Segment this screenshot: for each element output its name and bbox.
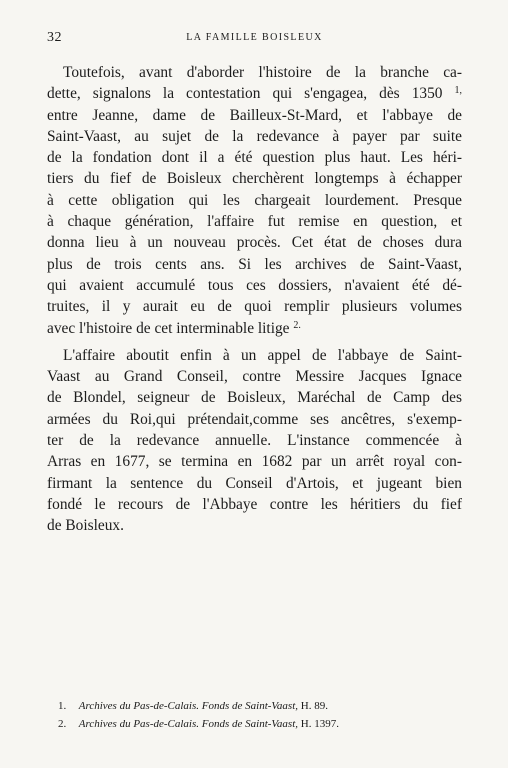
footnote-ref-number: H. 1397. (300, 718, 339, 730)
page-header (47, 30, 462, 48)
text-line: qui avaient accumulé tous ces dossiers, n'avaient été dé- (47, 276, 462, 294)
page-number: 32 (47, 30, 62, 45)
footnote-detail: Fonds de Saint-Vaast, (201, 718, 299, 730)
text-line: entre Jeanne, dame de Bailleux-St-Mard, et l'abbaye de (47, 106, 462, 124)
running-title: LA FAMILLE BOISLEUX (186, 32, 323, 43)
text-line: Saint-Vaast, au sujet de la redevance à payer par suite (47, 127, 462, 145)
text-line: de Blondel, seigneur de Boisleux, Maréchal de Camp des (47, 389, 462, 407)
text-line: fondé le recours de l'Abbaye contre les héritiers du fief (47, 495, 462, 513)
text-line: avec l'histoire de cet interminable litige $^{2.}$ (47, 319, 301, 337)
footnote-number: 2. (58, 718, 67, 730)
text-line: donna lieu à un nouveau procès. Cet état de choses dura (47, 234, 462, 252)
paragraph (47, 62, 462, 339)
text-line: dette, signalons la contestation qui s'engagea, dès 1350 $^{1,}$ (47, 85, 462, 103)
footnote-ref-number: H. 89. (300, 700, 328, 712)
text-line: firmant la sentence du Conseil d'Artois, et jugeant bien (47, 474, 462, 492)
footnote-source: Archives du Pas-de-Calais. (78, 718, 200, 730)
footnote-detail: Fonds de Saint-Vaast, (201, 700, 299, 712)
footnote-number: 1. (58, 700, 67, 712)
text-line: armées du Roi,qui prétendait,comme ses ancêtres, s'exemp- (47, 410, 462, 428)
text-line: de la fondation dont il a été question plus haut. Les héri- (47, 149, 462, 167)
footnote-ref: 2. (293, 319, 301, 331)
text-line: Vaast au Grand Conseil, contre Messire Jacques Ignace (47, 368, 462, 386)
text-line: plus de trois cents ans. Si les archives de Saint-Vaast, (47, 255, 462, 273)
paragraph (47, 345, 462, 537)
text-line: truites, il y aurait eu de quoi remplir plusieurs volumes (47, 298, 462, 316)
footnotes (58, 697, 458, 733)
text-line: Arras en 1677, se termina en 1682 par un arrêt royal con- (47, 453, 462, 471)
text-line: tiers du fief de Boisleux cherchèrent longtemps à échapper (47, 170, 462, 188)
text-line: L'affaire aboutit enfin à un appel de l'abbaye de Saint- (63, 346, 462, 364)
text-line: de Boisleux. (47, 517, 124, 535)
body-text (47, 62, 462, 537)
footnote-ref: 1, (454, 85, 462, 97)
text-line: Toutefois, avant d'aborder l'histoire de la branche ca- (63, 64, 462, 81)
text-line: à cette obligation qui les chargeait lourdement. Presque (47, 191, 462, 209)
footnote-source: Archives du Pas-de-Calais. (78, 700, 200, 712)
text-line: à chaque génération, l'affaire fut remise en question, et (47, 213, 462, 231)
footnote (58, 697, 458, 715)
footnote (58, 715, 458, 733)
text-line: ter de la redevance annuelle. L'instance commencée à (47, 432, 462, 450)
